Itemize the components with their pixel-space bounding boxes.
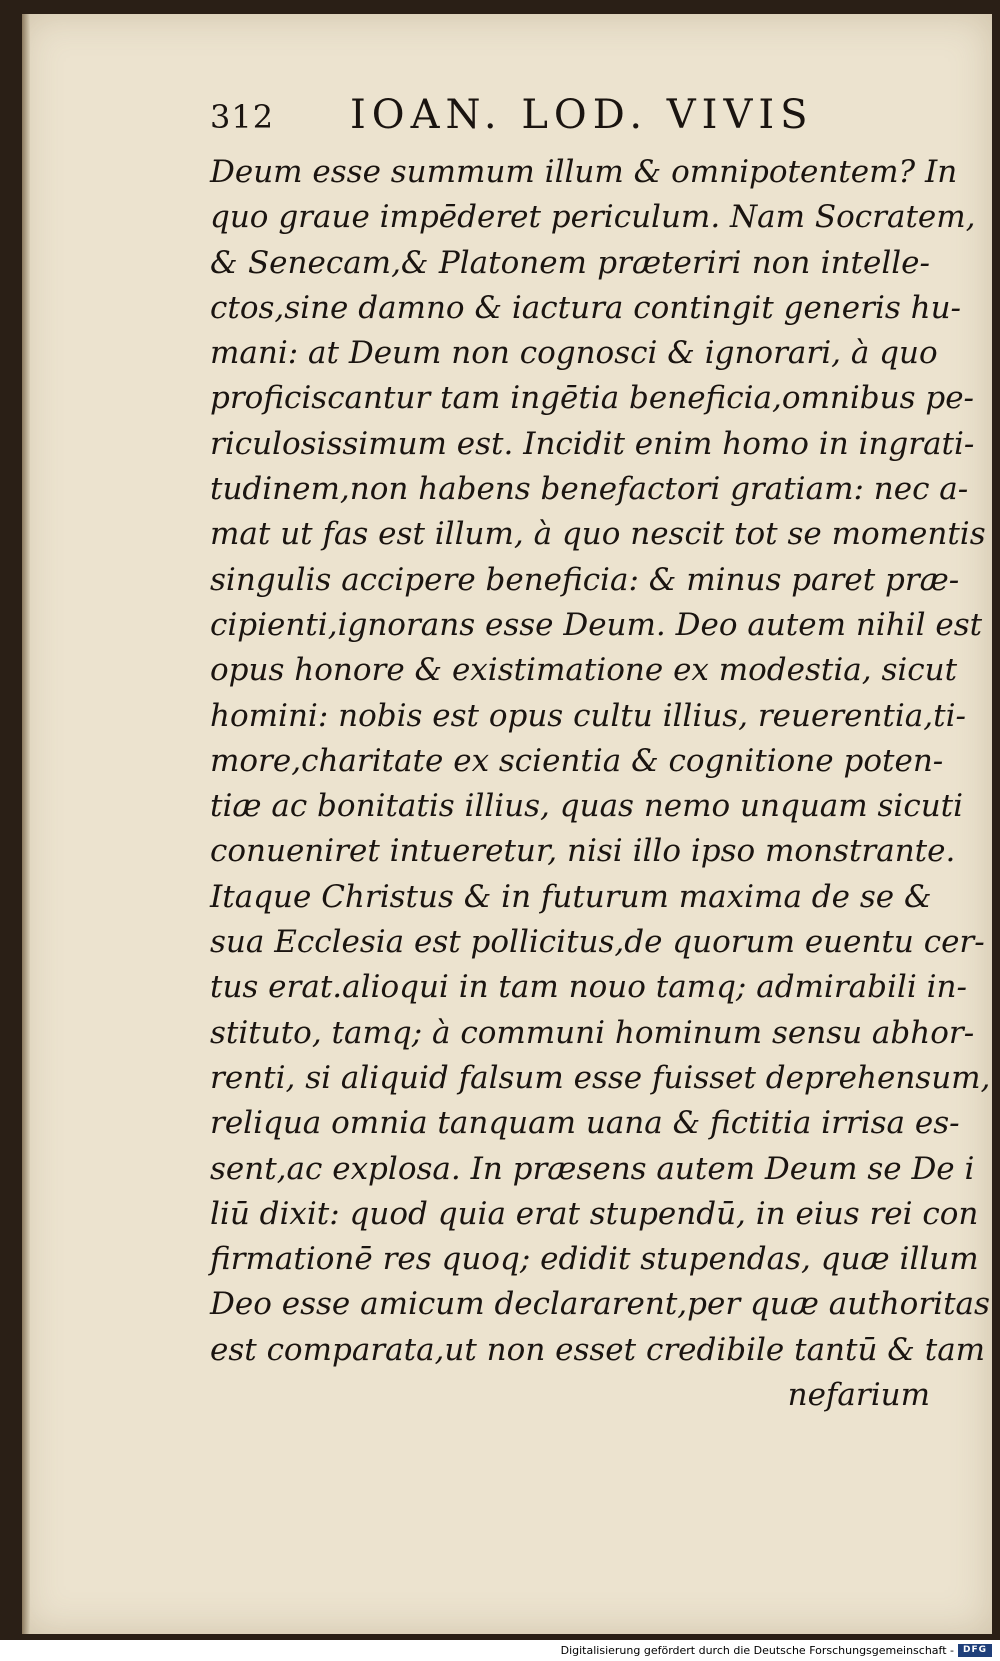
text-line: cipienti,ignorans esse Deum. Deo autem nihil est: [210, 606, 983, 643]
text-line: liū dixit: quod quia erat stupendū, in eius rei con: [210, 1195, 979, 1232]
text-line: riculosissimum est. Incidit enim homo in ingrati-: [210, 425, 975, 462]
catchword: nefarium: [787, 1377, 930, 1414]
text-line: Itaque Christus & in futurum maxima de se &: [210, 878, 932, 915]
text-line: tudinem,non habens benefactori gratiam: nec a-: [210, 471, 969, 508]
text-line: sua Ecclesia est pollicitus,de quorum euentu cer-: [210, 924, 985, 961]
text-line: Deum esse summum illum & omnipotentem? In: [210, 154, 958, 190]
page-header: [210, 90, 930, 146]
text-line: tus erat.alioqui in tam nouo tamq; admirabili in-: [210, 969, 967, 1006]
body-text: [210, 150, 991, 1418]
text-line: mani: at Deum non cognosci & ignorari, à quo: [210, 335, 938, 372]
text-line: more,charitate ex scientia & cognitione poten-: [210, 742, 944, 779]
text-line: renti, si aliquid falsum esse fuisset deprehensum,: [210, 1059, 991, 1096]
text-line: est comparata,ut non esset credibile tantū & tam: [210, 1331, 986, 1368]
text-line: quo graue impēderet periculum. Nam Socratem,: [210, 199, 976, 236]
text-line: mat ut fas est illum, à quo nescit tot se momentis: [210, 516, 986, 553]
digitization-footer: [0, 1640, 1000, 1661]
text-line: proficiscantur tam ingētia beneficia,omnibus pe-: [210, 380, 975, 417]
text-line: ctos,sine damno & iactura contingit generis hu-: [210, 289, 962, 326]
text-line: firmationē res quoq; edidit stupendas, quæ illum: [210, 1241, 979, 1278]
dfg-logo: DFG: [958, 1644, 992, 1657]
text-line: Deo esse amicum declararent,per quæ authoritas: [210, 1286, 990, 1323]
text-line: tiæ ac bonitatis illius, quas nemo unquam sicuti: [210, 788, 964, 825]
text-line: & Senecam,& Platonem præteriri non intelle-: [210, 244, 930, 281]
text-line: stituto, tamq; à communi hominum sensu abhor-: [210, 1014, 975, 1051]
funding-note: Digitalisierung gefördert durch die Deutsche Forschungsgemeinschaft -: [560, 1644, 954, 1657]
text-line: sent,ac explosa. In præsens autem Deum se De i: [210, 1150, 975, 1187]
page-gutter-edge: [22, 14, 30, 1634]
running-head: IOAN. LOD. VIVIS: [350, 92, 814, 138]
text-line: conueniret intueretur, nisi illo ipso monstrante.: [210, 833, 956, 870]
text-line: reliqua omnia tanquam uana & fictitia irrisa es-: [210, 1105, 960, 1142]
text-line: homini: nobis est opus cultu illius, reuerentia,ti-: [210, 697, 966, 734]
text-line: singulis accipere beneficia: & minus paret præ-: [210, 561, 960, 598]
page-number: 312: [210, 98, 275, 136]
text-line: opus honore & existimatione ex modestia, sicut: [210, 652, 958, 689]
